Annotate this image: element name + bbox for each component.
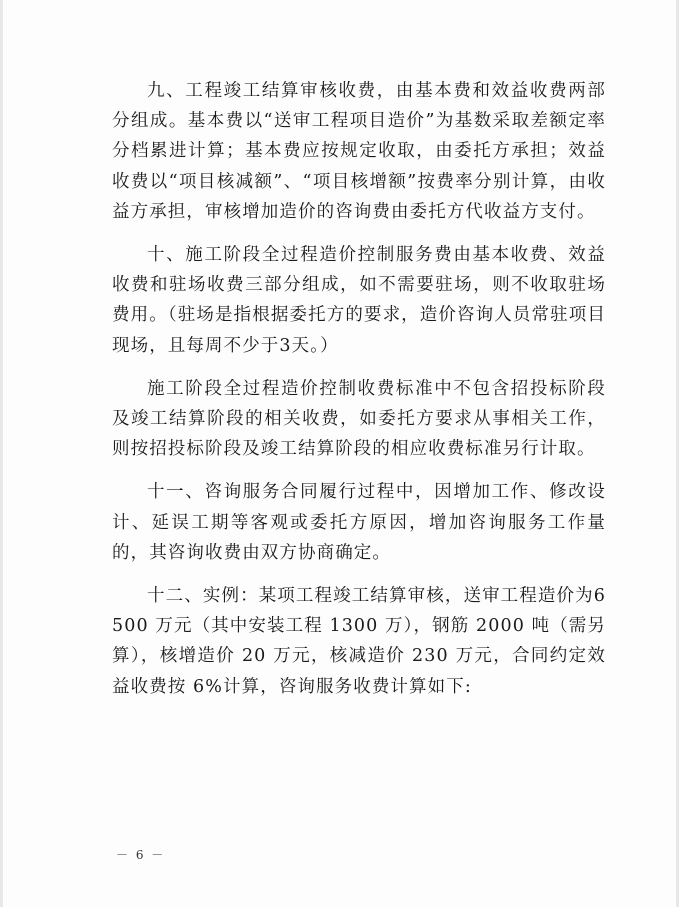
page-left-edge	[0, 0, 3, 907]
paragraph-item-12: 十二、实例：某项工程竣工结算审核，送审工程造价为6500 万元（其中安装工程 1300 万），钢筋 2000 吨（需另算），核增造价 20 万元，核减造价 230 万元，合同约定效益收费按 6%计算，咨询服务收费计算如下:	[112, 586, 606, 697]
document-body	[112, 76, 606, 715]
page-number: － 6 －	[116, 848, 166, 862]
paragraph-item-10: 十、施工阶段全过程造价控制服务费由基本收费、效益收费和驻场收费三部分组成，如不需要驻场，则不收取驻场费用。（驻场是指根据委托方的要求，造价咨询人员常驻项目现场，且每周不少于3天。）	[112, 245, 606, 356]
paragraph-construction-stage: 施工阶段全过程造价控制收费标准中不包含招投标阶段及竣工结算阶段的相关收费，如委托方要求从事相关工作，则按招投标阶段及竣工结算阶段的相应收费标准另行计取。	[112, 378, 606, 460]
paragraph-item-9: 九、工程竣工结算审核收费，由基本费和效益收费两部分组成。基本费以“送审工程项目造价”为基数采取差额定率分档累进计算；基本费应按规定收取，由委托方承担；效益收费以“项目核减额”、“项目核增额”按费率分别计算，由收益方承担，审核增加造价的咨询费由委托方代收益方支付。	[112, 81, 606, 222]
paragraph-item-11: 十一、咨询服务合同履行过程中，因增加工作、修改设计、延误工期等客观或委托方原因，增加咨询服务工作量的，其咨询收费由双方协商确定。	[112, 482, 606, 563]
